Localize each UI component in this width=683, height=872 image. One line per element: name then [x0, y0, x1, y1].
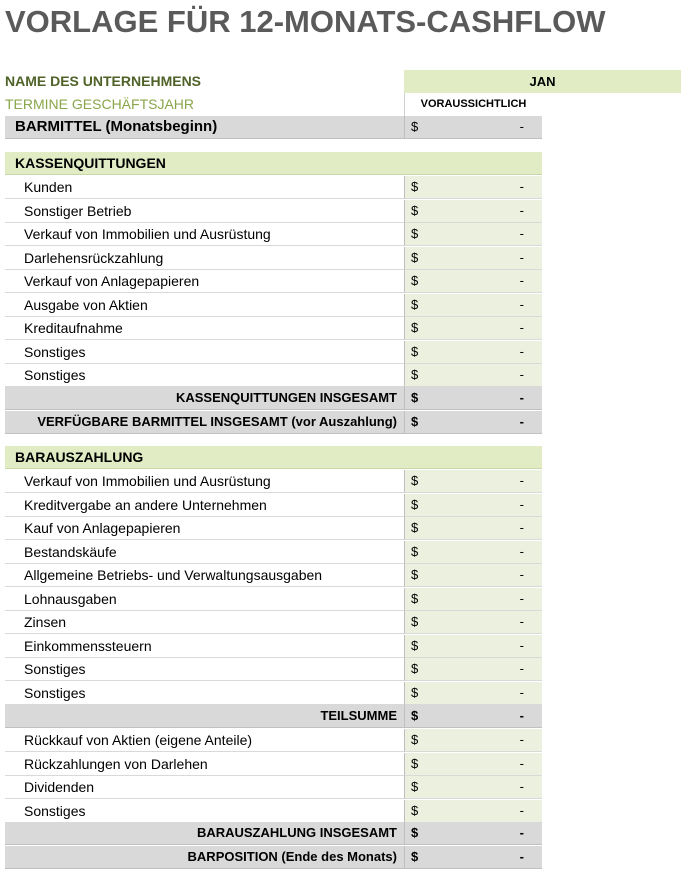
line-item-value[interactable]: [404, 517, 542, 540]
receipts-line-item: [5, 176, 542, 199]
amount: -: [519, 755, 524, 771]
receipts-line-item: [5, 341, 542, 364]
currency-symbol: $: [411, 320, 419, 335]
amount: -: [519, 708, 524, 723]
amount: -: [519, 732, 524, 747]
amount: -: [519, 614, 524, 629]
payments-line-item: [5, 658, 542, 681]
amount: -: [519, 367, 524, 382]
amount: -: [519, 296, 524, 312]
currency-symbol: $: [411, 520, 419, 535]
currency-symbol: $: [411, 849, 419, 864]
payments-line-item: [5, 611, 542, 634]
amount: -: [519, 825, 524, 840]
currency-symbol: $: [411, 802, 419, 818]
line-item-label[interactable]: Sonstiges: [5, 800, 404, 823]
currency-symbol: $: [411, 543, 419, 559]
payments-line-item: [5, 753, 542, 776]
receipts-header-fill[interactable]: [404, 152, 542, 175]
month-header-cell[interactable]: [404, 70, 556, 93]
line-item-value[interactable]: [404, 270, 542, 293]
company-name-cell[interactable]: NAME DES UNTERNEHMENS: [5, 73, 202, 89]
payments-line-item: [5, 729, 542, 752]
amount: -: [519, 414, 524, 429]
currency-symbol: $: [411, 249, 419, 265]
payments-subtotal-label[interactable]: TEILSUMME: [5, 705, 404, 728]
currency-symbol: $: [411, 708, 419, 723]
currency-symbol: $: [411, 179, 419, 194]
currency-symbol: $: [411, 473, 419, 488]
payments-line-item: [5, 517, 542, 540]
currency-symbol: $: [411, 825, 419, 840]
amount: -: [519, 249, 524, 265]
amount: -: [519, 684, 524, 700]
currency-symbol: $: [411, 119, 419, 134]
line-item-value[interactable]: [404, 729, 542, 752]
line-item-value[interactable]: [404, 541, 542, 564]
line-item-label[interactable]: Kreditvergabe an andere Unternehmen: [5, 494, 404, 517]
closing-cash-row: [5, 846, 542, 869]
line-item-label[interactable]: Verkauf von Immobilien und Ausrüstung: [5, 223, 404, 246]
line-item-value[interactable]: [404, 470, 542, 493]
currency-symbol: $: [411, 637, 419, 653]
receipts-line-item: [5, 247, 542, 270]
amount: -: [519, 779, 524, 794]
amount: -: [519, 473, 524, 488]
payments-subtotal-row: [5, 705, 542, 728]
line-item-label[interactable]: Sonstiges: [5, 658, 404, 681]
line-item-value[interactable]: [404, 658, 542, 681]
line-item-label[interactable]: Sonstiger Betrieb: [5, 200, 404, 223]
closing-cash-label[interactable]: BARPOSITION (Ende des Monats): [5, 846, 404, 869]
currency-symbol: $: [411, 226, 419, 241]
line-item-value[interactable]: [404, 588, 542, 611]
receipts-line-item: [5, 223, 542, 246]
line-item-label[interactable]: Kauf von Anlagepapieren: [5, 517, 404, 540]
line-item-value[interactable]: [404, 317, 542, 340]
opening-cash-label[interactable]: BARMITTEL (Monatsbeginn): [5, 116, 404, 139]
currency-symbol: $: [411, 202, 419, 218]
amount: -: [519, 543, 524, 559]
currency-symbol: $: [411, 496, 419, 512]
currency-symbol: $: [411, 755, 419, 771]
line-item-value[interactable]: [404, 611, 542, 634]
opening-cash-value[interactable]: [404, 116, 542, 139]
line-item-value[interactable]: [404, 364, 542, 387]
amount: -: [519, 520, 524, 535]
opening-cash-row: [5, 116, 542, 139]
currency-symbol: $: [411, 590, 419, 606]
available-cash-value[interactable]: [404, 411, 542, 434]
line-item-value[interactable]: [404, 753, 542, 776]
line-item-value[interactable]: [404, 200, 542, 223]
currency-symbol: $: [411, 684, 419, 700]
line-item-label[interactable]: Sonstiges: [5, 341, 404, 364]
available-cash-label[interactable]: VERFÜGBARE BARMITTEL INSGESAMT (vor Auszahlung): [5, 411, 404, 434]
currency-symbol: $: [411, 732, 419, 747]
month-label: JAN: [529, 74, 556, 89]
currency-symbol: $: [411, 567, 419, 582]
receipts-line-item: [5, 364, 542, 387]
payments-header-row: [5, 446, 542, 469]
payments-total-value[interactable]: [404, 822, 542, 845]
amount: -: [519, 119, 524, 134]
amount: -: [519, 320, 524, 335]
line-item-label[interactable]: Kreditaufnahme: [5, 317, 404, 340]
line-item-value[interactable]: [404, 294, 542, 317]
payments-line-item: [5, 564, 542, 587]
receipts-total-label[interactable]: KASSENQUITTUNGEN INSGESAMT: [5, 387, 404, 410]
currency-symbol: $: [411, 390, 419, 405]
line-item-label[interactable]: Ausgabe von Aktien: [5, 294, 404, 317]
amount: -: [519, 202, 524, 218]
currency-symbol: $: [411, 367, 419, 382]
line-item-label[interactable]: Verkauf von Immobilien und Ausrüstung: [5, 470, 404, 493]
receipts-line-item: [5, 317, 542, 340]
available-cash-row: [5, 411, 542, 434]
amount: -: [519, 390, 524, 405]
receipts-header-row: [5, 152, 542, 175]
payments-line-item: [5, 776, 542, 799]
amount: -: [519, 343, 524, 359]
line-item-label[interactable]: Sonstiges: [5, 364, 404, 387]
forecast-label-cell[interactable]: VORAUSSICHTLICH: [404, 93, 542, 116]
payments-line-item: [5, 800, 542, 823]
line-item-label[interactable]: Lohnausgaben: [5, 588, 404, 611]
line-item-value[interactable]: [404, 247, 542, 270]
line-item-value[interactable]: [404, 223, 542, 246]
line-item-label[interactable]: Rückkauf von Aktien (eigene Anteile): [5, 729, 404, 752]
currency-symbol: $: [411, 779, 419, 794]
line-item-value[interactable]: [404, 341, 542, 364]
line-item-label[interactable]: Zinsen: [5, 611, 404, 634]
line-item-label[interactable]: Darlehensrückzahlung: [5, 247, 404, 270]
currency-symbol: $: [411, 414, 419, 429]
line-item-value[interactable]: [404, 776, 542, 799]
line-item-label[interactable]: Sonstiges: [5, 682, 404, 705]
line-item-label[interactable]: Bestandskäufe: [5, 541, 404, 564]
line-item-label[interactable]: Rückzahlungen von Darlehen: [5, 753, 404, 776]
line-item-label[interactable]: Kunden: [5, 176, 404, 199]
line-item-value[interactable]: [404, 682, 542, 705]
payments-total-row: [5, 822, 542, 845]
currency-symbol: $: [411, 661, 419, 676]
amount: -: [519, 590, 524, 606]
amount: -: [519, 849, 524, 864]
currency-symbol: $: [411, 273, 419, 288]
receipts-total-row: [5, 387, 542, 410]
amount: -: [519, 802, 524, 818]
amount: -: [519, 496, 524, 512]
receipts-line-item: [5, 270, 542, 293]
amount: -: [519, 226, 524, 241]
payments-total-label[interactable]: BARAUSZAHLUNG INSGESAMT: [5, 822, 404, 845]
payments-header[interactable]: BARAUSZAHLUNG: [5, 446, 404, 469]
line-item-value[interactable]: [404, 564, 542, 587]
currency-symbol: $: [411, 296, 419, 312]
payments-line-item: [5, 682, 542, 705]
amount: -: [519, 179, 524, 194]
line-item-value[interactable]: [404, 635, 542, 658]
line-item-value[interactable]: [404, 800, 542, 823]
amount: -: [519, 273, 524, 288]
payments-header-fill[interactable]: [404, 446, 542, 469]
payments-line-item: [5, 541, 542, 564]
payments-line-item: [5, 494, 542, 517]
receipts-line-item: [5, 200, 542, 223]
amount: -: [519, 637, 524, 653]
amount: -: [519, 567, 524, 582]
fiscal-year-cell[interactable]: TERMINE GESCHÄFTSJAHR: [5, 96, 195, 112]
line-item-value[interactable]: [404, 494, 542, 517]
receipts-header[interactable]: KASSENQUITTUNGEN: [5, 152, 404, 175]
payments-line-item: [5, 588, 542, 611]
line-item-value[interactable]: [404, 176, 542, 199]
page-title: VORLAGE FÜR 12-MONATS-CASHFLOW: [5, 4, 606, 39]
payments-line-item: [5, 635, 542, 658]
line-item-label[interactable]: Dividenden: [5, 776, 404, 799]
amount: -: [519, 661, 524, 676]
receipts-total-value[interactable]: [404, 387, 542, 410]
payments-line-item: [5, 470, 542, 493]
receipts-line-item: [5, 294, 542, 317]
line-item-label[interactable]: Allgemeine Betriebs- und Verwaltungsausgaben: [5, 564, 404, 587]
line-item-label[interactable]: Verkauf von Anlagepapieren: [5, 270, 404, 293]
line-item-label[interactable]: Einkommenssteuern: [5, 635, 404, 658]
currency-symbol: $: [411, 614, 419, 629]
closing-cash-value[interactable]: [404, 846, 542, 869]
payments-subtotal-value[interactable]: [404, 705, 542, 728]
currency-symbol: $: [411, 343, 419, 359]
